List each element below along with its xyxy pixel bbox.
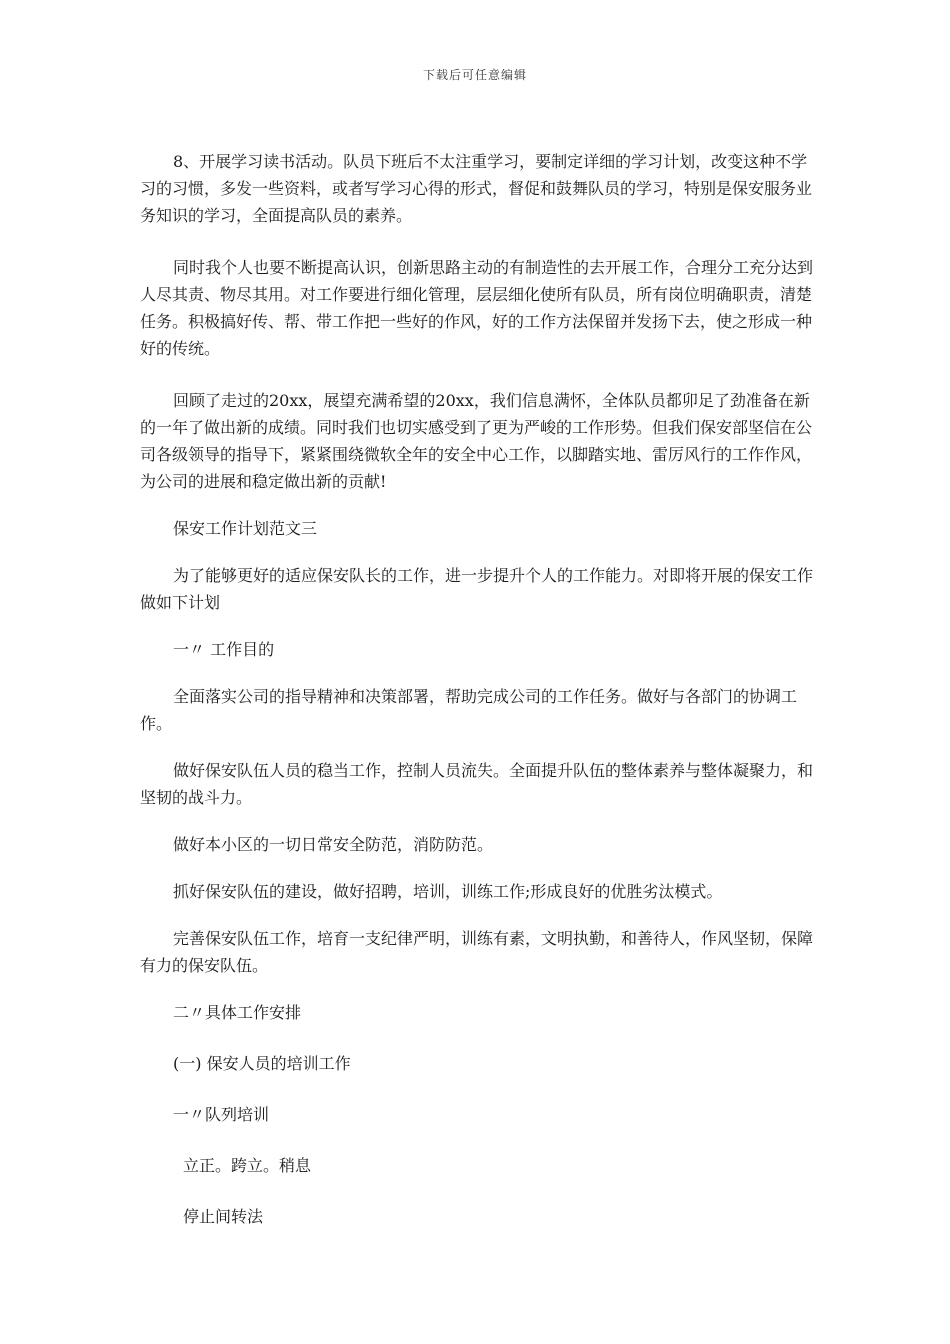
paragraph-year-review: 回顾了走过的20xx，展望充满希望的20xx，我们信息满怀，全体队员都卯足了劲准备在新的一年了做出新的成绩。同时我们也切实感受到了更为严峻的工作形势。但我们保安部坚信在公司各级领导的指导下，紧紧围绕微软全年的安全中心工作，以脚踏实地、雷厉风行的工作作风，为公司的进展和稳定做出新的贡献! — [140, 391, 813, 491]
paragraph-purpose-1: 全面落实公司的指导精神和决策部署，帮助完成公司的工作任务。做好与各部门的协调工作。 — [140, 687, 798, 733]
heading-formation-training: 一〃队列培训 — [173, 1105, 270, 1124]
list-item-stance: 立正。跨立。稍息 — [183, 1156, 312, 1175]
heading-work-arrangement: 二〃具体工作安排 — [173, 1003, 302, 1022]
heading-work-purpose: 一〃 工作目的 — [173, 640, 275, 659]
paragraph-purpose-4: 抓好保安队伍的建设，做好招聘，培训，训练工作;形成良好的优胜劣汰模式。 — [173, 882, 723, 901]
paragraph-purpose-3: 做好本小区的一切日常安全防范，消防防范。 — [173, 835, 494, 854]
paragraph-personal-improvement: 同时我个人也要不断提高认识，创新思路主动的有制造性的去开展工作，合理分工充分达到人尽其责、物尽其用。对工作要进行细化管理，层层细化使所有队员，所有岗位明确职责，清楚任务。积极搞好传、帮、带工作把一些好的作风，好的工作方法保留并发扬下去，使之形成一种好的传统。 — [140, 258, 814, 358]
section-title-sample-three: 保安工作计划范文三 — [173, 519, 318, 538]
paragraph-purpose-2: 做好保安队伍人员的稳当工作，控制人员流失。全面提升队伍的整体素养与整体凝聚力，和坚韧的战斗力。 — [140, 761, 814, 807]
page-header-note: 下载后可任意编辑 — [422, 68, 527, 82]
list-item-turning: 停止间转法 — [183, 1207, 264, 1226]
document-body — [140, 148, 820, 1230]
heading-training: (一) 保安人员的培训工作 — [173, 1054, 351, 1073]
paragraph-intro: 为了能够更好的适应保安队长的工作，进一步提升个人的工作能力。对即将开展的保安工作做如下计划 — [140, 566, 814, 612]
paragraph-purpose-5: 完善保安队伍工作，培育一支纪律严明，训练有素，文明执勤，和善待人，作风坚韧，保障有力的保安队伍。 — [140, 929, 814, 975]
paragraph-study-activity: 8、开展学习读书活动。队员下班后不太注重学习，要制定详细的学习计划，改变这种不学习的习惯，多发一些资料，或者写学习心得的形式，督促和鼓舞队员的学习，特别是保安服务业务知识的学习，全面提高队员的素养。 — [140, 152, 813, 225]
